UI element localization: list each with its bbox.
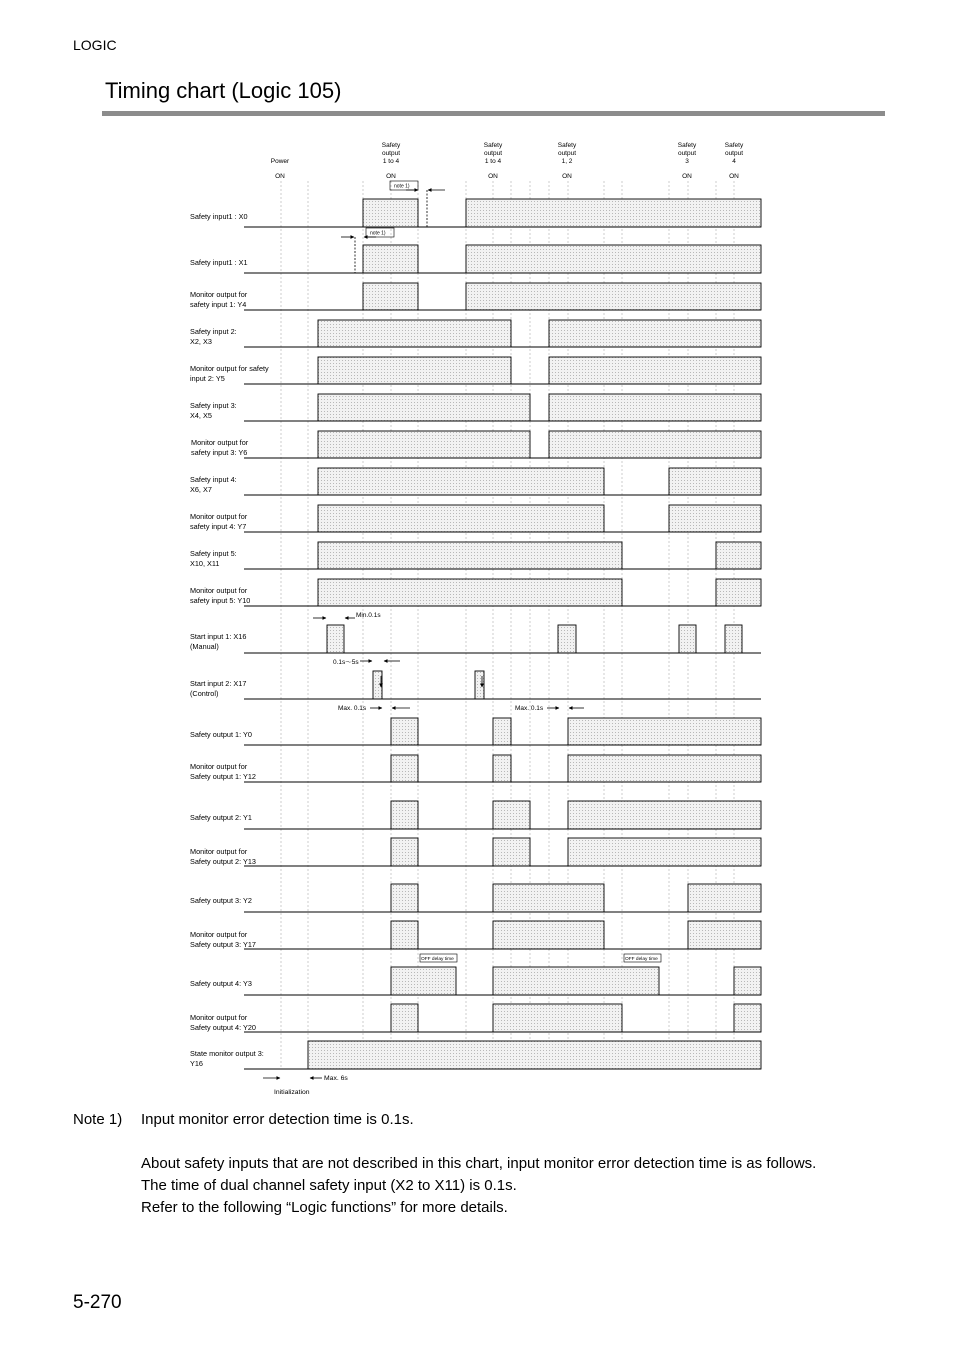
pulse-mark [549, 394, 761, 421]
signal-label: (Manual) [190, 642, 219, 651]
top-label: 4 [732, 158, 736, 165]
pulse-mark [734, 1004, 761, 1032]
top-label: 1 to 4 [382, 158, 400, 165]
top-label: output [483, 150, 503, 157]
signal-label: Monitor output for [190, 1013, 248, 1022]
signal-label: Safety input 4: [190, 475, 237, 484]
signal-label: Safety input1 : X0 [190, 212, 248, 221]
top-state: ON [729, 173, 739, 180]
signal-label: X10, X11 [190, 559, 220, 568]
top-label: Power [270, 158, 290, 165]
signal-label: Monitor output for [190, 930, 248, 939]
top-labels [271, 142, 744, 180]
pulse-mark [391, 921, 418, 949]
top-state: ON [682, 173, 692, 180]
signal-label: Safety input 3: [190, 401, 237, 410]
pulse-mark [688, 921, 761, 949]
pulse-mark [318, 357, 511, 384]
top-label: 1 to 4 [484, 158, 502, 165]
top-label: output [677, 150, 697, 157]
pulse-mark [493, 967, 659, 995]
pulse-mark [308, 1041, 761, 1069]
pulse-mark [318, 542, 622, 569]
signal-label: input 2: Y5 [190, 374, 225, 383]
pulses [308, 199, 761, 1069]
signal-label: Safety output 2: Y1 [190, 813, 252, 822]
pulse-mark [669, 468, 761, 495]
note-line: Refer to the following “Logic functions” for more details. [141, 1199, 508, 1216]
note-label-x1: note 1) [370, 230, 386, 237]
off-delay-label: OFF delay time [421, 957, 454, 962]
pulse-mark [679, 625, 696, 653]
pulse-mark [716, 579, 761, 606]
top-label: output [557, 150, 577, 157]
top-label: 1, 2 [561, 158, 573, 165]
signal-label: Monitor output for [191, 438, 249, 447]
range-label: 0.1s〜5s [333, 659, 359, 666]
signal-label: Monitor output for [190, 847, 248, 856]
top-state: ON [488, 173, 498, 180]
pulse-mark [391, 967, 456, 995]
pulse-mark [493, 1004, 622, 1032]
pulse-mark [734, 967, 761, 995]
note-line: About safety inputs that are not described in this chart, input monitor error detection time is as follows. [141, 1155, 817, 1172]
signal-label: Y16 [190, 1059, 203, 1068]
signal-label: Monitor output for [190, 586, 248, 595]
signal-label: safety input 5: Y10 [190, 596, 251, 605]
top-label: Safety [724, 142, 744, 149]
pulse-mark [568, 801, 761, 829]
top-label: Safety [483, 142, 503, 149]
pulse-mark [466, 199, 761, 227]
pulse-mark [558, 625, 576, 653]
max-label: Max. 0.1s [338, 705, 367, 712]
page-title: Timing chart (Logic 105) [105, 78, 342, 103]
pulse-mark [466, 245, 761, 273]
pulse-mark [466, 283, 761, 310]
pulse-mark [549, 320, 761, 347]
signal-label: safety input 3: Y6 [191, 448, 248, 457]
pulse-mark [391, 838, 418, 866]
note-text: Input monitor error detection time is 0.1s. [141, 1111, 414, 1128]
signal-label: Safety output 4: Y3 [190, 979, 252, 988]
init-label: Initialization [274, 1089, 310, 1096]
pulse-mark [725, 625, 742, 653]
top-label: output [724, 150, 744, 157]
signal-label: Safety output 4: Y20 [190, 1023, 256, 1032]
pulse-mark [493, 801, 530, 829]
signal-label: Monitor output for [190, 762, 248, 771]
pulse-mark [391, 755, 418, 782]
pulse-mark [363, 245, 418, 273]
pulse-mark [363, 283, 418, 310]
signal-label: X4, X5 [190, 411, 212, 420]
signal-label: Safety output 1: Y12 [190, 772, 256, 781]
pulse-mark [493, 884, 604, 912]
pulse-mark [568, 755, 761, 782]
pulse-mark [493, 838, 530, 866]
pulse-mark [318, 468, 604, 495]
off-delay-label: OFF delay time [625, 957, 658, 962]
section-label: LOGIC [73, 37, 117, 53]
top-state: ON [275, 173, 285, 180]
note-label: Note 1) [73, 1111, 123, 1128]
pulse-mark [391, 1004, 418, 1032]
pulse-mark [318, 320, 511, 347]
pulse-mark [318, 505, 604, 532]
pulse-mark [391, 884, 418, 912]
page-number: 5-270 [73, 1292, 122, 1313]
top-label: Safety [677, 142, 697, 149]
signal-label: State monitor output 3: [190, 1049, 264, 1058]
pulse-mark [391, 801, 418, 829]
pulse-mark [568, 838, 761, 866]
note-line: The time of dual channel safety input (X2 to X11) is 0.1s. [141, 1177, 517, 1194]
pulse-mark [669, 505, 761, 532]
max6-label: Max. 6s [324, 1075, 348, 1082]
pulse-mark [688, 884, 761, 912]
pulse-mark [493, 921, 604, 949]
pulse-mark [318, 431, 530, 458]
top-label: output [381, 150, 401, 157]
signal-label: Safety input 5: [190, 549, 237, 558]
signal-label: (Control) [190, 689, 219, 698]
signal-label: Monitor output for [190, 512, 248, 521]
pulse-mark [391, 718, 418, 745]
pulse-mark [475, 671, 484, 699]
signal-label: safety input 4: Y7 [190, 522, 247, 531]
signal-label: Safety input1 : X1 [190, 258, 248, 267]
pulse-mark [716, 542, 761, 569]
top-state: ON [386, 173, 396, 180]
top-label: 3 [685, 158, 689, 165]
signal-label: safety input 1: Y4 [190, 300, 247, 309]
pulse-mark [549, 431, 761, 458]
min-label: Min.0.1s [356, 612, 381, 619]
signal-label: Start input 1: X16 [190, 632, 247, 641]
pulse-mark [318, 394, 530, 421]
signal-label: Start input 2: X17 [190, 679, 247, 688]
signal-label: X6, X7 [190, 485, 212, 494]
top-label: Safety [381, 142, 401, 149]
signal-label: Safety output 2: Y13 [190, 857, 256, 866]
pulse-mark [318, 579, 622, 606]
max-label: Max. 0.1s [515, 705, 544, 712]
pulse-mark [549, 357, 761, 384]
signal-label: Safety input 2: [190, 327, 237, 336]
signal-label: Safety output 1: Y0 [190, 730, 252, 739]
pulse-mark [363, 199, 418, 227]
signal-label: Monitor output for [190, 290, 248, 299]
note-label-x0: note 1) [394, 183, 410, 190]
signal-label: Monitor output for safety [190, 364, 269, 373]
signal-label: X2, X3 [190, 337, 212, 346]
signal-label: Safety output 3: Y2 [190, 896, 252, 905]
pulse-mark [493, 718, 511, 745]
signal-label: Safety output 3: Y17 [190, 940, 256, 949]
pulse-mark [327, 625, 344, 653]
top-state: ON [562, 173, 572, 180]
signal-labels [190, 212, 269, 1068]
note-paragraph [141, 1153, 816, 1219]
top-label: Safety [557, 142, 577, 149]
annotations [263, 181, 661, 1096]
pulse-mark [493, 755, 511, 782]
pulse-mark [568, 718, 761, 745]
